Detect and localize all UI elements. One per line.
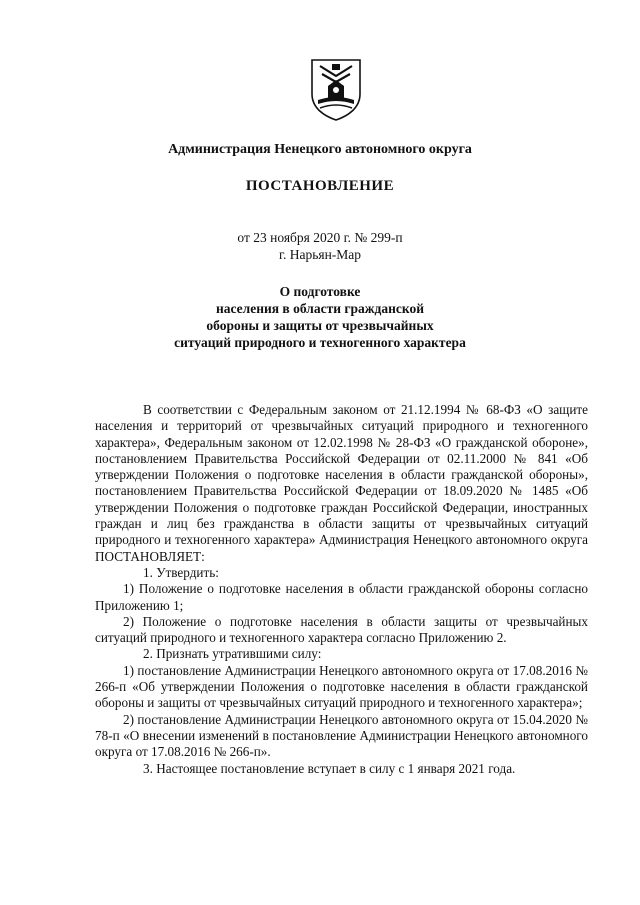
title-line: обороны и защиты от чрезвычайных: [206, 318, 434, 333]
clause-3: 3. Настоящее постановление вступает в силу с 1 января 2021 года.: [143, 760, 516, 776]
clause-1-item-1: 1) Положение о подготовке населения в области гражданской обороны согласно Приложению 1;: [95, 581, 588, 613]
coat-of-arms-icon: [308, 56, 364, 122]
city: г. Нарьян-Мар: [278, 247, 362, 262]
preamble-paragraph: В соответствии с Федеральным законом от 21.12.1994 № 68-ФЗ «О защите населения и территорий от чрезвычайных ситуаций природного и техногенного характера», Федеральным законом от 12.02.1998 № 28-ФЗ «О гражданской обороне», постановлением Правительства Российской Федерации от 02.11.2000 № 841 «Об утверждении Положения о подготовке населения в области гражданской обороны», постановлением Правительства Российской Федерации от 18.09.2020 № 1485 «Об утверждении Положения о подготовке граждан Российской Федерации, иностранных граждан и лиц без гражданства в области защиты от чрезвычайных ситуаций природного и техногенного характера» Администрация Ненецкого автономного округа ПОСТАНОВЛЯЕТ:: [95, 402, 588, 564]
title-line: ситуаций природного и техногенного характера: [174, 335, 466, 350]
document-title: [0, 283, 640, 351]
document-body: [95, 402, 588, 777]
document-type: ПОСТАНОВЛЕНИЕ: [245, 178, 395, 194]
clause-1-item-2: 2) Положение о подготовке населения в области защиты от чрезвычайных ситуаций природного и техногенного характера согласно Приложению 2.: [95, 613, 588, 646]
date-number: от 23 ноября 2020 г. № 299-п: [237, 230, 403, 245]
title-line: О подготовке: [279, 284, 361, 299]
organization-name: Администрация Ненецкого автономного округа: [168, 142, 472, 157]
title-line: населения в области гражданской: [215, 301, 425, 316]
clause-2-item-1: 1) постановление Администрации Ненецкого автономного округа от 17.08.2016 № 266-п «Об утверждении Положения о подготовке населения в области гражданской обороны и защиты от чрезвычайных ситуаций природного и техногенного характера»;: [95, 662, 588, 711]
clause-2: 2. Признать утратившими силу:: [143, 646, 322, 662]
clause-2-item-2: 2) постановление Администрации Ненецкого автономного округа от 15.04.2020 № 78-п «О внесении изменений в постановление Администрации Ненецкого автономного округа от 17.08.2016 № 266-п».: [95, 711, 588, 760]
clause-1: 1. Утвердить:: [143, 564, 219, 580]
